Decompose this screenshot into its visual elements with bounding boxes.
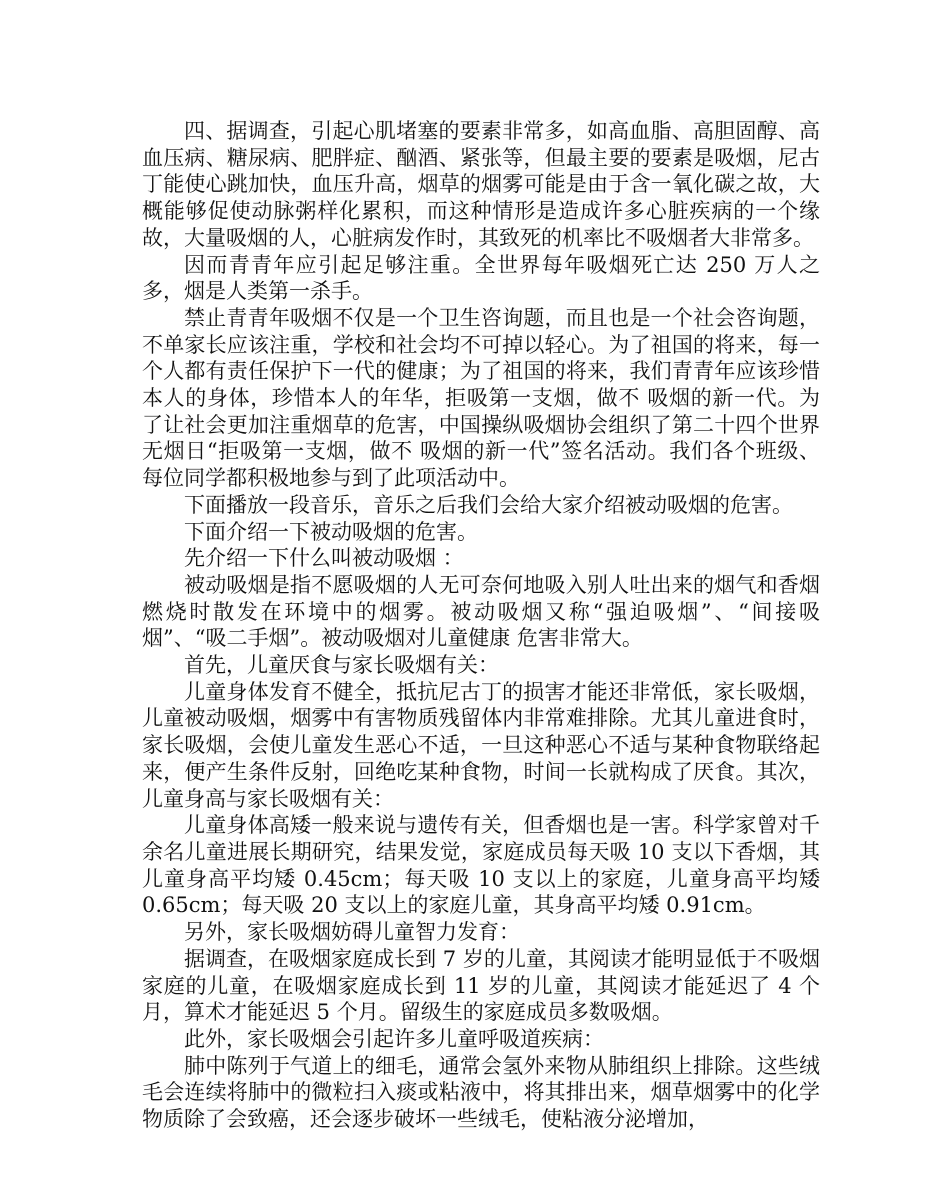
paragraph-12: 据调查，在吸烟家庭成长到 7 岁的儿童，其阅读才能明显低于不吸烟家庭的儿童，在吸烟家庭成长到 11 岁的儿童，其阅读才能延迟了 4 个月，算术才能延迟 5 个月。留级生的家庭成员多数吸烟。 — [142, 946, 820, 1025]
paragraph-13: 此外，家长吸烟会引起许多儿童呼吸道疾病： — [184, 1026, 604, 1051]
paragraph-10: 儿童身体高矮一般来说与遗传有关，但香烟也是一害。科学家曾对千余名儿童进展长期研究，结果发觉，家庭成员每天吸 10 支以下香烟，其儿童身高平均矮 0.45cm；每天吸 10 支以上的家庭，儿童身高平均矮 0.65cm；每天吸 20 支以上的家庭儿童，其身高平均矮 0.91cm。 — [142, 813, 820, 918]
paragraph-5: 下面介绍一下被动吸烟的危害。 — [184, 519, 478, 544]
paragraph-9: 儿童身体发育不健全，抵抗尼古丁的损害才能还非常低，家长吸烟，儿童被动吸烟，烟雾中有害物质残留体内非常难排除。尤其儿童进食时，家长吸烟，会使儿童发生恶心不适，一旦这种恶心不适与某种食物联络起来，便产生条件反射，回绝吃某种食物，时间一长就构成了厌食。其次，儿童身高与家长吸烟有关： — [142, 679, 820, 811]
paragraph-6: 先介绍一下什么叫被动吸烟 ： — [184, 546, 464, 571]
paragraph-14: 肺中陈列于气道上的细毛，通常会氢外来物从肺组织上排除。这些绒毛会连续将肺中的微粒扫入痰或粘液中，将其排出来，烟草烟雾中的化学物质除了会致癌，还会逐步破坏一些绒毛，使粘液分泌增加， — [142, 1053, 820, 1132]
paragraph-2: 因而青青年应引起足够注重。全世界每年吸烟死亡达 250 万人之多，烟是人类第一杀手。 — [142, 252, 820, 304]
paragraph-4: 下面播放一段音乐，音乐之后我们会给大家介绍被动吸烟的危害。 — [184, 492, 793, 517]
paragraph-11: 另外，家长吸烟妨碍儿童智力发育： — [184, 920, 520, 945]
paragraph-3: 禁止青青年吸烟不仅是一个卫生咨询题，而且也是一个社会咨询题，不单家长应该注重，学校和社会均不可掉以轻心。为了祖国的将来，每一个人都有责任保护下一代的健康；为了祖国的将来，我们青青年应该珍惜本人的身体，珍惜本人的年华，拒吸第一支烟，做不 吸烟的新一代。为了让社会更加注重烟草的危害，中国操纵吸烟协会组织了第二十四个世界无烟日“拒吸第一支烟，做不 吸烟的新一代”签名活动。我们各个班级、每位同学都积极地参与到了此项活动中。 — [142, 305, 820, 491]
paragraph-7: 被动吸烟是指不愿吸烟的人无可奈何地吸入别人吐出来的烟气和香烟燃烧时散发在环境中的烟雾。被动吸烟又称“强迫吸烟”、“间接吸烟”、“吸二手烟”。被动吸烟对儿童健康 危害非常大。 — [142, 572, 820, 651]
paragraph-1: 四、据调查，引起心肌堵塞的要素非常多，如高血脂、高胆固醇、高血压病、糖尿病、肥胖症、酗酒、紧张等，但最主要的要素是吸烟，尼古丁能使心跳加快，血压升高，烟草的烟雾可能是由于含一氧化碳之故，大概能够促使动脉粥样化累积，而这种情形是造成许多心脏疾病的一个缘故，大量吸烟的人，心脏病发作时，其致死的机率比不吸烟者大非常多。 — [142, 119, 820, 250]
document-body — [142, 118, 820, 1133]
paragraph-8: 首先，儿童厌食与家长吸烟有关： — [184, 653, 499, 678]
